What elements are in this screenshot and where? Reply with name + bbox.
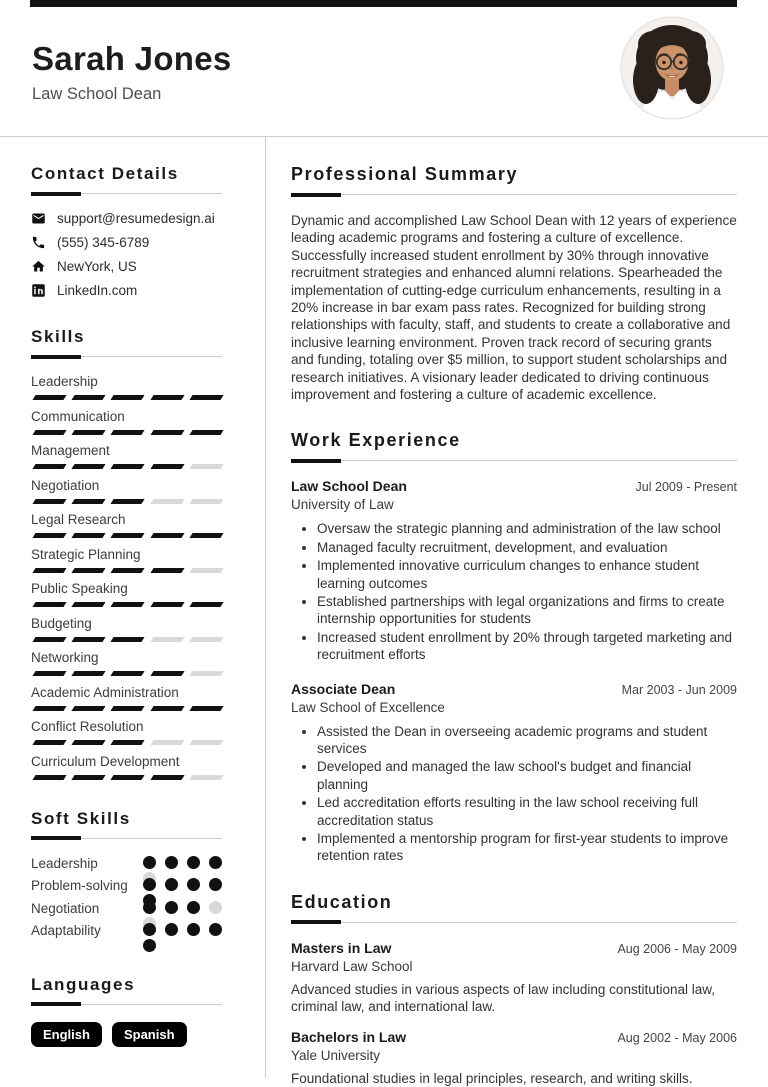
soft-skills-heading: Soft Skills (31, 809, 222, 839)
soft-skill-dot (187, 901, 200, 914)
experience-heading: Work Experience (291, 430, 737, 461)
skill-bar-segment (150, 671, 184, 676)
experience-entry (291, 681, 737, 865)
skill-item (31, 443, 222, 469)
experience-bullet: • Increased student enrollment by 20% through targeted marketing and recruitment efforts (317, 629, 737, 664)
soft-skill-name: Adaptability (31, 923, 101, 938)
soft-skill-dot (187, 878, 200, 891)
skill-name: Negotiation (31, 477, 100, 493)
soft-skill-dot (209, 901, 222, 914)
skill-item (31, 512, 222, 538)
skill-bar-segment (189, 706, 223, 711)
soft-skill-dot (187, 856, 200, 869)
skill-item (31, 616, 222, 642)
experience-dates: Jul 2009 - Present (635, 480, 737, 495)
education-entry (291, 1029, 737, 1087)
languages-list (31, 1022, 222, 1047)
education-entry (291, 940, 737, 1016)
sidebar (0, 137, 266, 1078)
skill-bar-segment (111, 671, 145, 676)
skill-bar-segment (32, 499, 66, 504)
skill-bar-segment (72, 568, 106, 573)
experience-bullet: • Led accreditation efforts resulting in the law school receiving full accreditation status (317, 794, 737, 829)
skill-level-bar (31, 775, 222, 780)
languages-heading: Languages (31, 975, 222, 1005)
skill-bar-segment (150, 568, 184, 573)
soft-skill-item (31, 923, 222, 946)
skill-bar-segment (189, 671, 223, 676)
skill-level-bar (31, 395, 222, 400)
skill-name: Legal Research (31, 512, 126, 527)
experience-bullet-list (291, 520, 737, 663)
skill-bar-segment (72, 671, 106, 676)
soft-skill-dots (143, 923, 222, 952)
skill-bar-segment (32, 395, 66, 400)
skill-name: Management (31, 443, 110, 458)
soft-skill-dot (143, 901, 156, 914)
skill-level-bar (31, 706, 222, 711)
skill-item (31, 650, 222, 676)
soft-skill-dot (209, 856, 222, 869)
skill-bar-segment (32, 430, 66, 435)
experience-title: Law School Dean (291, 478, 407, 495)
experience-dates: Mar 2003 - Jun 2009 (621, 682, 737, 697)
experience-bullet: • Assisted the Dean in overseeing academic programs and student services (317, 723, 737, 758)
summary-section (291, 164, 737, 403)
skill-item (31, 374, 222, 400)
person-name: Sarah Jones (32, 40, 232, 77)
skill-bar-segment (72, 499, 106, 504)
soft-skill-dot (143, 923, 156, 936)
skill-bar-segment (189, 533, 223, 538)
skill-bar-segment (189, 395, 223, 400)
woman-portrait-illustration (620, 16, 724, 120)
skill-bar-segment (32, 533, 66, 538)
experience-bullet: • Established partnerships with legal organizations and firms to create internship opportunities for students (317, 593, 737, 628)
experience-bullet: • Implemented innovative curriculum changes to enhance student learning outcomes (317, 557, 737, 592)
soft-skill-name: Negotiation (31, 900, 100, 916)
education-section (291, 892, 737, 1087)
education-school: Harvard Law School (291, 958, 413, 974)
skill-name: Budgeting (31, 615, 92, 631)
skill-bar-segment (150, 430, 184, 435)
education-list (291, 940, 737, 1087)
skill-bar-segment (150, 706, 184, 711)
skill-bar-segment (150, 602, 184, 607)
skill-bar-segment (32, 464, 66, 469)
education-description: Advanced studies in various aspects of law including constitutional law, criminal law, and international law. (291, 981, 715, 1015)
contact-heading: Contact Details (31, 164, 222, 194)
skills-list (31, 374, 222, 780)
languages-section (31, 975, 222, 1047)
soft-skill-dot (209, 878, 222, 891)
skill-level-bar (31, 533, 222, 538)
summary-heading: Professional Summary (291, 164, 737, 195)
skill-bar-segment (72, 602, 106, 607)
experience-company: Law School of Excellence (291, 699, 445, 715)
skill-bar-segment (111, 775, 145, 780)
soft-skill-dot (187, 923, 200, 936)
skill-bar-segment (150, 533, 184, 538)
skill-bar-segment (72, 464, 106, 469)
skill-bar-segment (189, 499, 223, 504)
skill-item (31, 754, 222, 780)
skill-item (31, 685, 222, 711)
skill-bar-segment (189, 740, 223, 745)
skill-bar-segment (111, 568, 145, 573)
skill-level-bar (31, 430, 222, 435)
skill-level-bar (31, 602, 222, 607)
main-column (266, 137, 768, 1086)
skill-name: Communication (31, 408, 125, 424)
contact-section (31, 164, 222, 298)
contact-list (31, 211, 222, 298)
contact-item-text: LinkedIn.com (57, 283, 138, 298)
profile-photo (620, 16, 724, 120)
phone-icon (31, 235, 46, 250)
skill-bar-segment (150, 395, 184, 400)
skill-bar-segment (150, 637, 184, 642)
contact-item-text: (555) 345-6789 (57, 235, 150, 250)
skill-item (31, 409, 222, 435)
skill-item (31, 581, 222, 607)
skill-bar-segment (111, 395, 145, 400)
skill-level-bar (31, 464, 222, 469)
skill-bar-segment (150, 499, 184, 504)
skill-bar-segment (32, 568, 66, 573)
skill-bar-segment (72, 533, 106, 538)
experience-title: Associate Dean (291, 680, 396, 697)
skill-bar-segment (72, 395, 106, 400)
skill-bar-segment (189, 602, 223, 607)
contact-item (31, 259, 222, 274)
education-dates: Aug 2002 - May 2006 (617, 1030, 737, 1045)
soft-skill-dot (165, 901, 178, 914)
contact-item-text: support@resumedesign.ai (57, 211, 215, 226)
skill-bar-segment (111, 740, 145, 745)
skill-bar-segment (111, 499, 145, 504)
experience-section (291, 430, 737, 865)
skill-bar-segment (72, 637, 106, 642)
skill-bar-segment (32, 637, 66, 642)
experience-entry (291, 478, 737, 663)
experience-bullet: • Developed and managed the law school's budget and financial planning (317, 758, 737, 793)
skill-bar-segment (111, 602, 145, 607)
skill-bar-segment (189, 464, 223, 469)
education-degree: Masters in Law (291, 939, 392, 956)
soft-skill-name: Problem-solving (31, 878, 128, 893)
soft-skill-item (31, 878, 222, 901)
experience-bullet: • Oversaw the strategic planning and administration of the law school (317, 520, 737, 537)
skill-name: Networking (31, 650, 99, 665)
skill-level-bar (31, 568, 222, 573)
header-text (32, 36, 232, 104)
skill-bar-segment (32, 671, 66, 676)
experience-entry-header (291, 681, 737, 697)
experience-bullet: • Managed faculty recruitment, development, and evaluation (317, 539, 737, 556)
soft-skill-item (31, 856, 222, 879)
skill-bar-segment (111, 637, 145, 642)
experience-list (291, 478, 737, 865)
soft-skills-section (31, 809, 222, 946)
skill-bar-segment (72, 775, 106, 780)
skill-name: Academic Administration (31, 684, 179, 700)
content-columns (0, 137, 768, 1086)
experience-entry-header (291, 478, 737, 494)
skill-bar-segment (150, 740, 184, 745)
soft-skill-dot (143, 856, 156, 869)
skill-bar-segment (189, 637, 223, 642)
skill-bar-segment (189, 430, 223, 435)
skill-item (31, 478, 222, 504)
education-entry-header (291, 1029, 737, 1045)
skill-bar-segment (111, 706, 145, 711)
skill-bar-segment (150, 464, 184, 469)
education-degree: Bachelors in Law (291, 1028, 407, 1045)
top-accent-bar (30, 0, 737, 7)
skill-bar-segment (111, 464, 145, 469)
skill-bar-segment (32, 706, 66, 711)
education-description: Foundational studies in legal principles, research, and writing skills. (291, 1070, 693, 1086)
contact-item (31, 211, 222, 226)
soft-skill-dot (209, 923, 222, 936)
skill-bar-segment (32, 602, 66, 607)
skill-name: Conflict Resolution (31, 719, 144, 734)
soft-skill-dot (165, 923, 178, 936)
skill-level-bar (31, 499, 222, 504)
soft-skill-dot (143, 878, 156, 891)
soft-skill-item (31, 901, 222, 924)
soft-skill-dot (165, 878, 178, 891)
contact-item (31, 283, 222, 298)
skill-name: Leadership (31, 374, 98, 389)
resume-header (0, 0, 768, 137)
email-icon (31, 211, 46, 226)
home-icon (31, 259, 46, 274)
language-pill: Spanish (112, 1022, 187, 1047)
skill-item (31, 547, 222, 573)
skill-level-bar (31, 671, 222, 676)
skill-name: Curriculum Development (31, 753, 180, 769)
skill-bar-segment (32, 775, 66, 780)
education-school: Yale University (291, 1047, 381, 1063)
education-entry-header (291, 940, 737, 956)
skill-bar-segment (72, 430, 106, 435)
skill-bar-segment (72, 706, 106, 711)
skill-level-bar (31, 637, 222, 642)
skill-bar-segment (32, 740, 66, 745)
soft-skill-dot (165, 856, 178, 869)
language-pill: English (31, 1022, 102, 1047)
skill-bar-segment (189, 568, 223, 573)
skill-level-bar (31, 740, 222, 745)
person-job-title: Law School Dean (32, 84, 162, 103)
skill-item (31, 719, 222, 745)
experience-bullet: • Implemented a mentorship program for first-year students to improve retention rates (317, 830, 737, 865)
education-heading: Education (291, 892, 737, 923)
skills-heading: Skills (31, 327, 222, 357)
soft-skill-name: Leadership (31, 855, 98, 871)
skill-bar-segment (111, 533, 145, 538)
experience-company: University of Law (291, 497, 394, 513)
skill-bar-segment (150, 775, 184, 780)
soft-skill-dot (143, 939, 156, 952)
linkedin-icon (31, 283, 46, 298)
contact-item (31, 235, 222, 250)
summary-text: Dynamic and accomplished Law School Dean with 12 years of experience leading academic programs and fostering a culture of excellence. Successfully increased student enrollment by 30% through innovative recruitment strategies and enhanced alumni relations. Spearheaded the implementation of cutting-edge curriculum enhancements, resulting in a 20% increase in bar exam pass rates. Recognized for building strong relationships with faculty, staff, and students to create a collaborative and inclusive learning environment. Proven track record of securing grants and funding, totaling over $5 million, to support student scholarships and research initiatives. A visionary leader dedicated to driving continuous improvement and fostering a culture of academic excellence. (291, 213, 737, 402)
contact-item-text: NewYork, US (57, 259, 137, 274)
education-dates: Aug 2006 - May 2009 (617, 941, 737, 956)
soft-skills-list (31, 856, 222, 946)
skill-name: Public Speaking (31, 581, 128, 596)
skill-bar-segment (189, 775, 223, 780)
skill-bar-segment (72, 740, 106, 745)
skill-bar-segment (111, 430, 145, 435)
skills-section (31, 327, 222, 780)
skill-name: Strategic Planning (31, 546, 141, 562)
experience-bullet-list (291, 723, 737, 865)
